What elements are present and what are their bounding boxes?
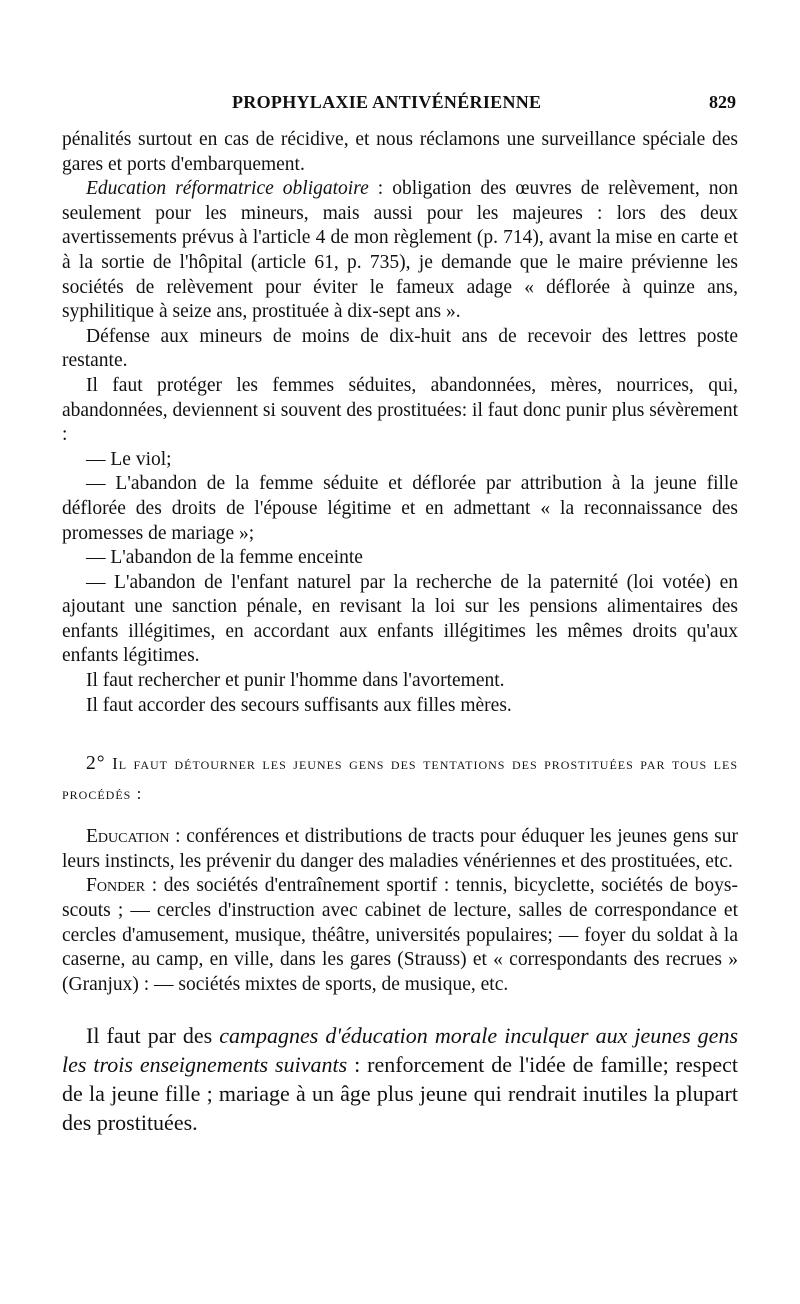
paragraph-defense-mineurs: Défense aux mineurs de moins de dix-huit ans de recevoir des lettres poste restante. [62, 325, 738, 372]
education-label: Education [86, 826, 170, 848]
page-number: 829 [709, 92, 736, 112]
list-item: — L'abandon de la femme séduite et déflorée par attribution à la jeune fille déflorée des droits de l'épouse légitime et en admettant « la reconnaissance des promesses de mariage »; [62, 473, 738, 544]
section-body [62, 825, 738, 997]
conclusion-start: Il faut par des [86, 1023, 220, 1049]
list-item: — L'abandon de l'enfant naturel par la recherche de la paternité (loi votée) en ajoutant une sanction pénale, en revisant la loi sur les pensions alimentaires des enfants illégitimes, en accordant aux enfants illégitimes les mêmes droits qu'aux enfants légitimes. [62, 571, 738, 667]
list-item: — L'abandon de la femme enceinte [86, 547, 363, 569]
paragraph-secours: Il faut accorder des secours suffisants aux filles mères. [86, 694, 512, 716]
paragraph-conclusion [62, 1021, 738, 1137]
paragraph-education-reformatrice [62, 177, 738, 325]
fonder-label: Fonder [86, 875, 146, 897]
paragraph-education [62, 825, 738, 874]
book-page [62, 88, 738, 1137]
list-item: — Le viol; [86, 448, 172, 470]
conclusion-italic: campagnes d'éducation morale inculquer aux jeunes gens les trois enseignements suivants [62, 1023, 739, 1078]
section-heading-text: Il faut détourner les jeunes gens des tentations des prostituées par tous les procédés : [62, 754, 738, 804]
paragraph-avortement: Il faut rechercher et punir l'homme dans l'avortement. [86, 670, 505, 692]
header-title: PROPHYLAXIE ANTIVÉNÉRIENNE [232, 92, 542, 112]
paragraph-fonder [62, 874, 738, 997]
education-reformatrice-heading: Education réformatrice obligatoire [86, 178, 369, 200]
education-text: : conférences et distributions de tracts pour éduquer les jeunes gens sur leurs instincts, les prévenir du danger des maladies vénériennes et des prostituées, etc. [62, 826, 738, 872]
section-number: 2° [86, 753, 106, 775]
education-reformatrice-text: : obligation des œuvres de relèvement, non seulement pour les mineurs, mais aussi pour les majeures : lors des deux avertissements prévus à l'article 4 de mon règlement (p. 714), avant la mise en carte et à la sortie de l'hôpital (article 61, p. 735), je demande que le maire prévienne les sociétés de relèvement pour éviter le fameux adage « déflorée à quinze ans, syphilitique à seize ans, prostituée à dix-sept ans ». [62, 178, 738, 323]
conclusion-end: : renforcement de l'idée de famille; respect de la jeune fille ; mariage à un âge plus jeune qui rendrait inutiles la plupart des prostituées. [62, 1052, 738, 1136]
running-header [62, 88, 738, 118]
fonder-text: : des sociétés d'entraînement sportif : tennis, bicyclette, sociétés de boys-scouts ; — cercles d'instruction avec cabinet de lecture, salles de correspondance et cercles d'amusement, musique, théâtre, universités populaires; — foyer du soldat à la caserne, au camp, en ville, dans les gares (Strauss) et « correspondants des recrues » (Granjux) : — sociétés mixtes de sports, de musique, etc. [62, 875, 738, 995]
paragraph-proteger-femmes: Il faut protéger les femmes séduites, abandonnées, mères, nourrices, qui, abandonnées, deviennent si souvent des prostituées: il faut donc punir plus sévèrement : [62, 374, 738, 446]
paragraph-penalites: pénalités surtout en cas de récidive, et nous réclamons une surveillance spéciale des gares et ports d'embarquement. [62, 129, 738, 175]
section-heading [62, 749, 738, 809]
